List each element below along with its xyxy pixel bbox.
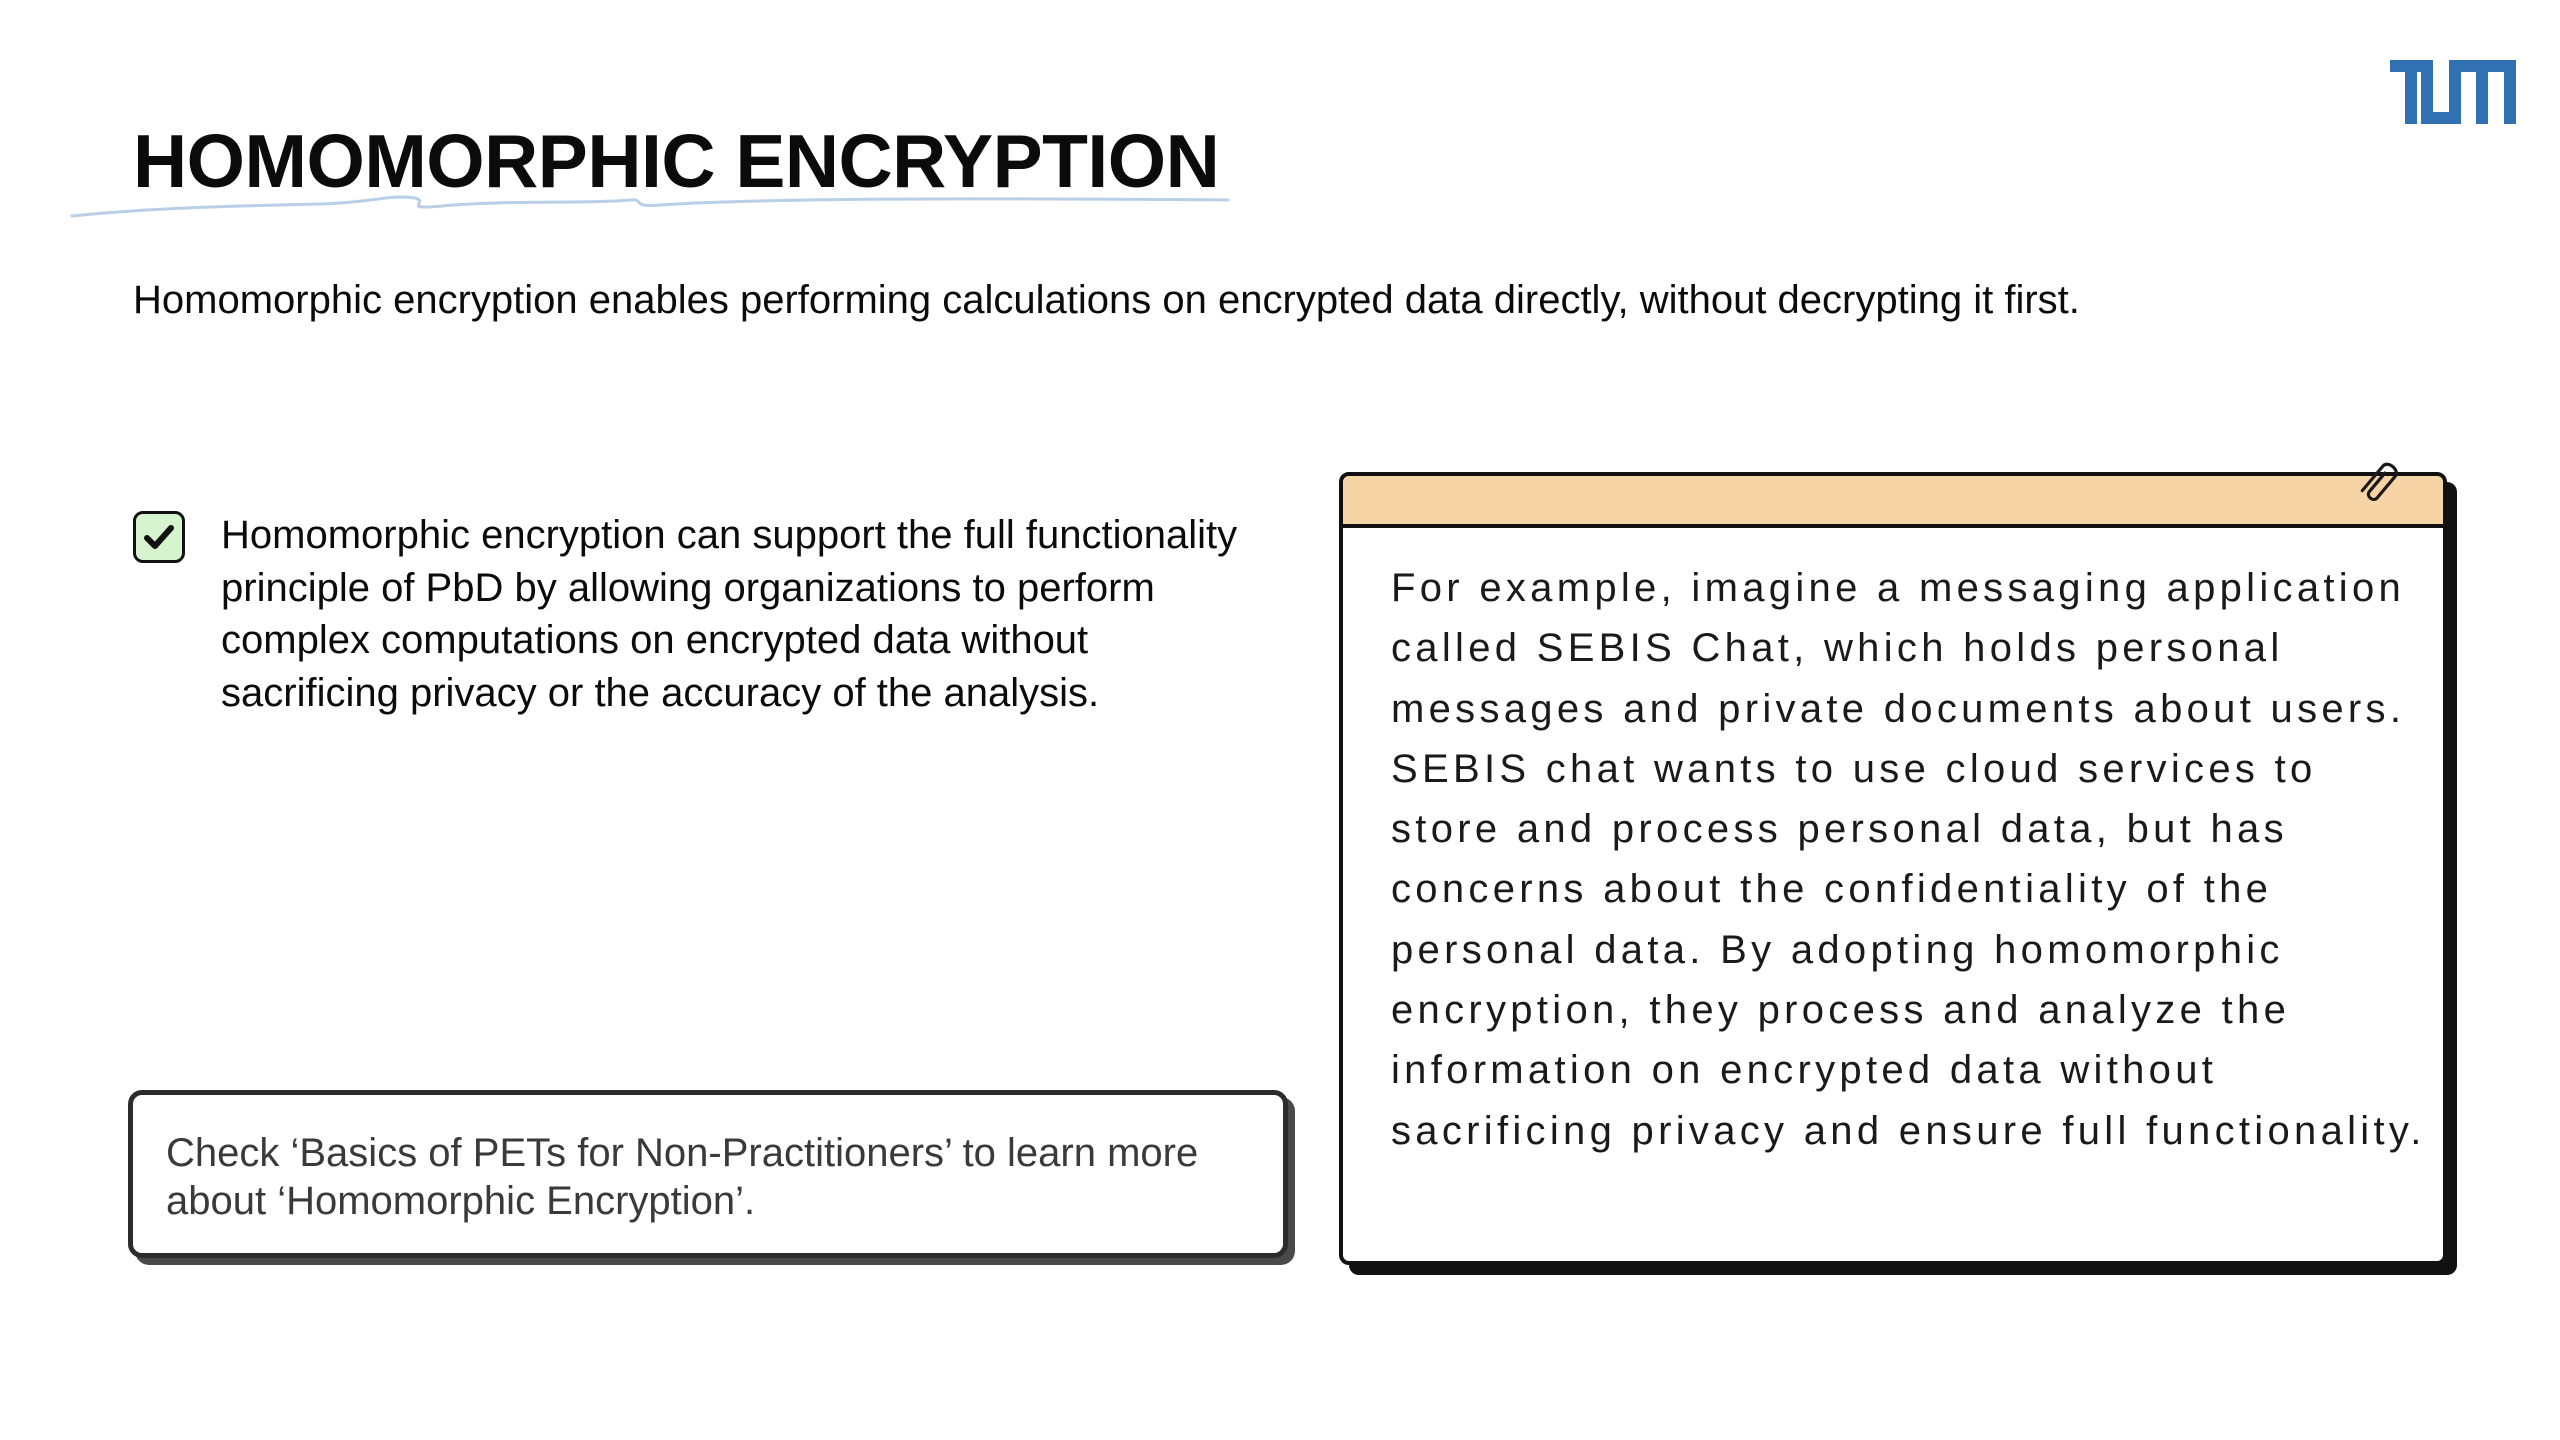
intro-text: Homomorphic encryption enables performing calculations on encrypted data directly, without decrypting it first.: [133, 278, 2080, 322]
check-icon: [141, 520, 177, 554]
bullet-text: Homomorphic encryption can support the full functionality principle of PbD by allowing organizations to perform complex computations on encrypted data without sacrificing privacy or the accuracy of the analysis.: [221, 513, 1238, 715]
reference-note-text: Check ‘Basics of PETs for Non-Practitioners’ to learn more about ‘Homomorphic Encryption’.: [166, 1131, 1199, 1223]
reference-note-box: [128, 1090, 1288, 1258]
example-card-header: [1343, 476, 2443, 528]
example-text: For example, imagine a messaging application called SEBIS Chat, which holds personal messages and private documents about users. SEBIS chat wants to use cloud services to store and process personal data, but has concerns about the confidentiality of the personal data. By adopting homomorphic encryption, they process and analyze the information on encrypted data without sacrificing privacy and ensure full functionality.: [1391, 566, 2426, 1153]
page-title: HOMOMORPHIC ENCRYPTION: [133, 119, 1220, 203]
paperclip-icon: [2350, 452, 2410, 512]
example-card: [1339, 472, 2447, 1265]
tum-logo-icon: [2390, 60, 2516, 124]
checkbox-checked: [133, 511, 185, 563]
title-underline-decoration: [70, 188, 1230, 222]
